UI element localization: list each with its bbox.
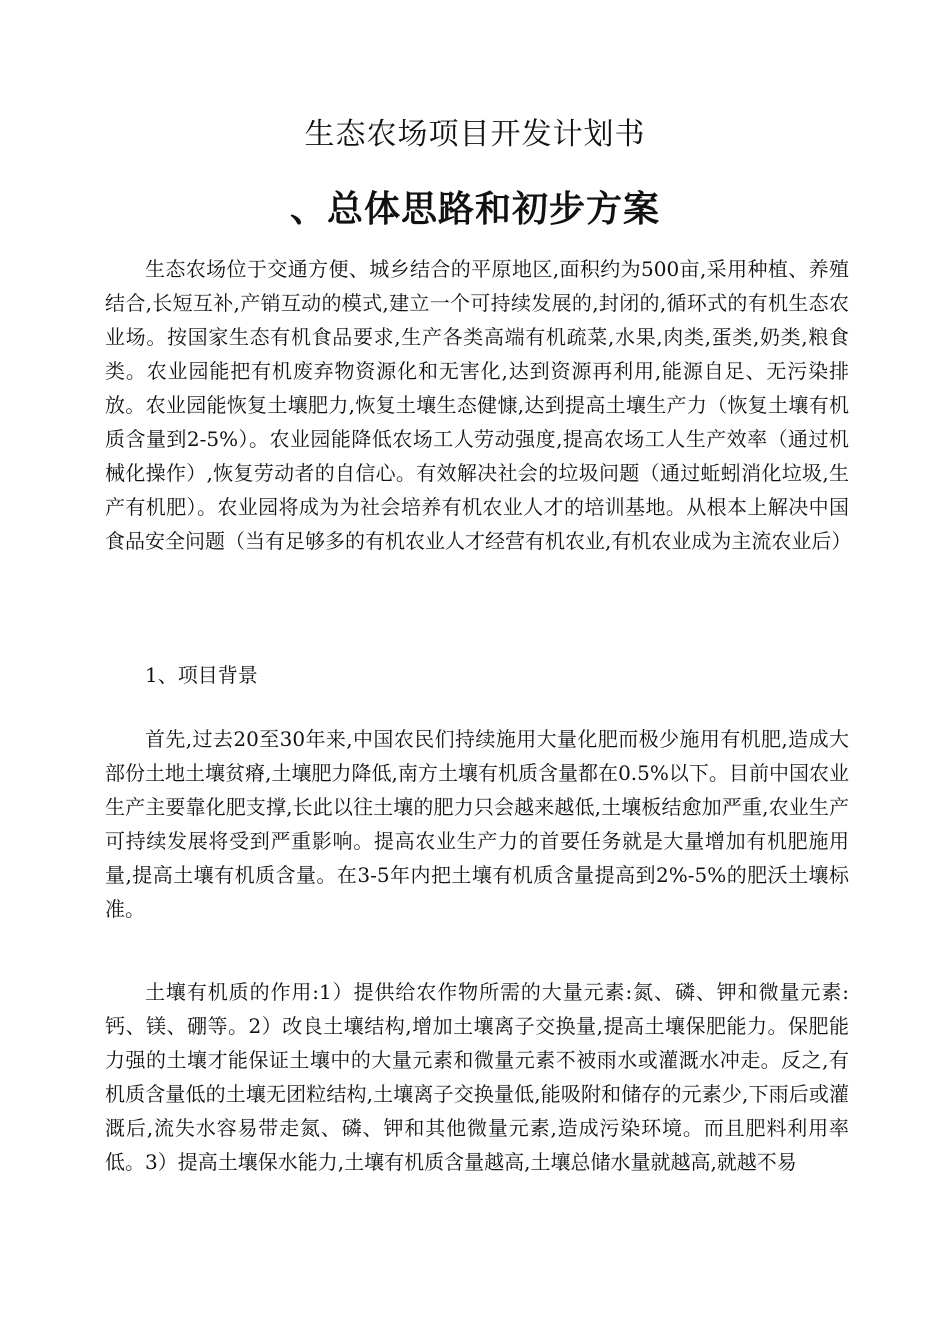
subsection-title-background: 1、项目背景 — [145, 663, 258, 687]
paragraph-soil-organic-matter: 土壤有机质的作用:1）提供给农作物所需的大量元素:氮、磷、钾和微量元素:钙、镁、硼等。2）改良土壤结构,增加土壤离子交换量,提高土壤保肥能力。保肥能力强的土壤才能保证土壤中的大量元素和微量元素不被雨水或灌溉水冲走。反之,有机质含量低的土壤无团粒结构,土壤离子交换量低,能吸附和储存的元素少,下雨后或灌溉后,流失水容易带走氮、磷、钾和其他微量元素,造成污染环境。而且肥料利用率低。3）提高土壤保水能力,土壤有机质含量越高,土壤总储水量就越高,就越不易 — [105, 980, 849, 1174]
document-title: 生态农场项目开发计划书 — [304, 117, 646, 152]
paragraph-overview: 生态农场位于交通方便、城乡结合的平原地区,面积约为500亩,采用种植、养殖结合,长短互补,产销互动的模式,建立一个可持续发展的,封闭的,循环式的有机生态农业场。按国家生态有机食品要求,生产各类高端有机疏菜,水果,肉类,蛋类,奶类,粮食类。农业园能把有机废弃物资源化和无害化,达到资源再利用,能源自足、无污染排放。农业园能恢复土壤肥力,恢复土壤生态健慷,达到提高土壤生产力（恢复土壤有机质含量到2-5%）。农业园能降低农场工人劳动强度,提高农场工人生产效率（通过机械化操作）,恢复劳动者的自信心。有效解决社会的垃圾问题（通过蚯蚓消化垃圾,生产有机肥）。农业园将成为为社会培养有机农业人才的培训基地。从根本上解决中国食品安全问题（当有足够多的有机农业人才经营有机农业,有机农业成为主流农业后） — [105, 257, 852, 553]
section-heading: 、总体思路和初步方案 — [289, 189, 660, 230]
paragraph-background: 首先,过去20至30年来,中国农民们持续施用大量化肥而极少施用有机肥,造成大部份土地土壤贫瘠,土壤肥力降低,南方土壤有机质含量都在0.5%以下。目前中国农业生产主要靠化肥支撑,长此以往土壤的肥力只会越来越低,土壤板结愈加严重,农业生产可持续发展将受到严重影响。提高农业生产力的首要任务就是大量增加有机肥施用量,提高土壤有机质含量。在3-5年内把土壤有机质含量提高到2%-5%的肥沃土壤标准。 — [105, 727, 849, 921]
